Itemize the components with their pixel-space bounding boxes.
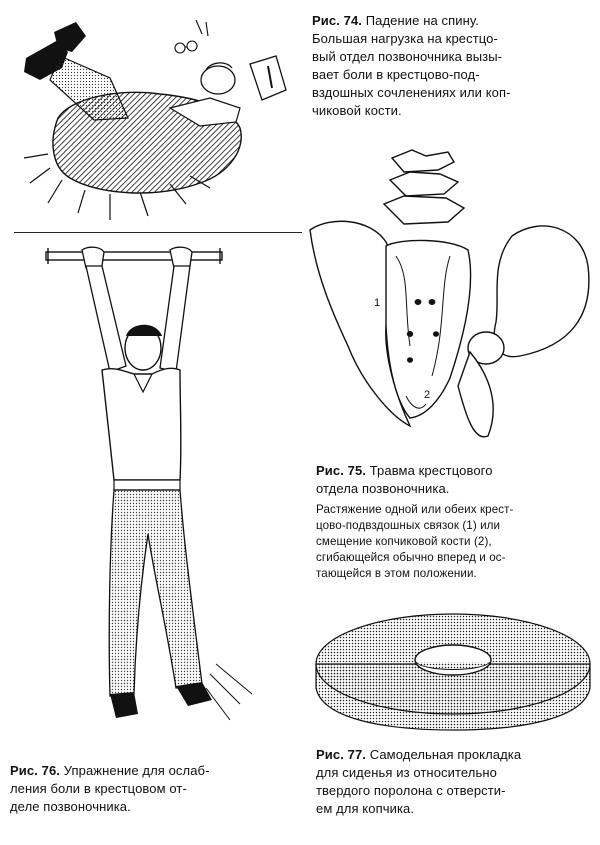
fig76-caption	[10, 762, 300, 816]
fig74-line-6: чиковой кости.	[312, 103, 402, 118]
fig74-line-1: Падение на спину.	[365, 13, 479, 28]
fig74-line-3: вый отдел позвоночника вызы-	[312, 49, 503, 64]
fig75-label: Рис. 75.	[316, 463, 366, 478]
fig76-line-1: Упражнение для ослаб-	[63, 763, 210, 778]
fig76-label: Рис. 76.	[10, 763, 60, 778]
fig77-label: Рис. 77.	[316, 747, 366, 762]
fig76-illustration	[30, 244, 280, 744]
fig74-label: Рис. 74.	[312, 13, 362, 28]
fig74-line-2: Большая нагрузка на крестцо-	[312, 31, 498, 46]
fig75-desc-4: сгибающейся обычно вперед и ос-	[316, 551, 506, 564]
fig74-line-5: вздошных сочленениях или коп-	[312, 85, 511, 100]
fig75-title-2: отдела позвоночника.	[316, 481, 450, 496]
fig75-desc-3: смещение копчиковой кости (2),	[316, 535, 492, 548]
fig75-description	[316, 502, 596, 582]
ligament-marker-1: 1	[374, 297, 381, 309]
fig75-illustration	[300, 146, 596, 452]
fig76-line-3: деле позвоночника.	[10, 799, 131, 814]
fig77-illustration	[312, 606, 594, 732]
fig75-desc-1: Растяжение одной или обеих крест-	[316, 503, 514, 516]
fig77-caption	[316, 746, 596, 818]
fig75-caption	[316, 462, 596, 498]
fig77-line-4: ем для копчика.	[316, 801, 415, 816]
fig74-caption	[312, 12, 594, 120]
fig74-illustration	[10, 8, 300, 228]
fig77-line-3: твердого поролона с отверсти-	[316, 783, 506, 798]
coccyx-marker-2: 2	[424, 389, 431, 401]
fig75-desc-2: цово-подвздошных связок (1) или	[316, 519, 501, 532]
fig77-line-1: Самодельная прокладка	[369, 747, 522, 762]
fig77-line-2: для сиденья из относительно	[316, 765, 497, 780]
fig76-line-2: ления боли в крестцовом от-	[10, 781, 187, 796]
section-divider	[14, 232, 302, 233]
fig75-desc-5: тающейся в этом положении.	[316, 567, 477, 580]
fig74-line-4: вает боли в крестцово-под-	[312, 67, 480, 82]
fig75-title-1: Травма крестцового	[369, 463, 493, 478]
